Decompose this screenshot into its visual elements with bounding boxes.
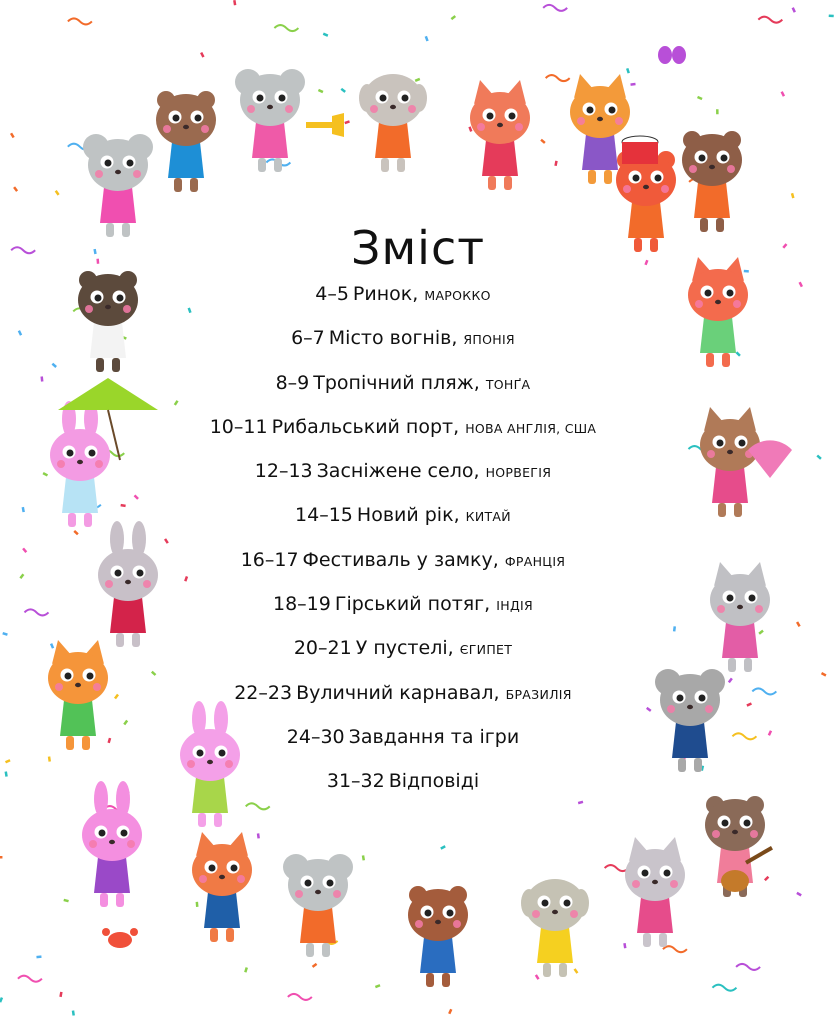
confetti-piece (554, 161, 557, 166)
toc-entry (0, 630, 806, 674)
confetti-piece (0, 997, 3, 1003)
cat-icon (192, 832, 252, 942)
contents-list (0, 276, 806, 808)
toc-entry (0, 365, 806, 409)
streamer (758, 17, 782, 23)
page-range: 31–32 (326, 770, 385, 793)
drum-icon (622, 136, 658, 164)
page-range: 14–15 (295, 504, 353, 527)
streamer (546, 75, 570, 81)
confetti-piece (72, 1010, 75, 1015)
section-title: У пустелі (355, 637, 448, 660)
separator: , (493, 681, 506, 704)
page-range: 10–11 (209, 415, 268, 438)
page-range: 16–17 (240, 548, 299, 571)
confetti-piece (440, 845, 446, 850)
page-title: Зміст (350, 220, 486, 275)
section-title: Місто вогнів (328, 327, 452, 350)
page-range: 6–7 (291, 327, 325, 350)
confetti-piece (821, 672, 827, 677)
dog-icon (359, 74, 427, 172)
separator: , (412, 283, 425, 305)
confetti-piece (781, 91, 785, 97)
country-label: БРАЗИЛІЯ (505, 686, 572, 702)
confetti-piece (233, 0, 236, 5)
confetti-piece (829, 14, 834, 17)
separator: , (453, 415, 466, 438)
confetti-piece (716, 109, 719, 114)
page-range: 12–13 (254, 460, 313, 483)
section-title: Фестиваль у замку (302, 548, 493, 571)
cat-icon (470, 80, 530, 190)
bear-icon (408, 886, 468, 987)
country-label: МАРОККО (424, 288, 491, 303)
streamer (736, 964, 760, 970)
confetti-piece (0, 856, 2, 859)
trumpet-icon (306, 113, 344, 137)
bear-icon (156, 91, 216, 192)
section-title: Засніжене село (316, 460, 474, 483)
confetti-piece (623, 943, 626, 948)
toc-entry (0, 586, 806, 630)
confetti-piece (425, 36, 429, 42)
separator: , (451, 327, 464, 350)
cat-icon (625, 837, 685, 947)
country-label: НОРВЕГІЯ (485, 465, 552, 481)
confetti-piece (535, 974, 540, 980)
streamer (18, 976, 42, 982)
confetti-piece (796, 892, 802, 897)
confetti-piece (344, 120, 350, 124)
confetti-piece (540, 139, 545, 144)
confetti-piece (312, 963, 318, 968)
section-title: Рибальський порт (271, 415, 454, 438)
separator: , (447, 637, 460, 660)
toc-entry (0, 320, 806, 364)
confetti-piece (468, 126, 472, 132)
toc-entry (0, 453, 806, 497)
confetti-piece (626, 68, 630, 74)
country-label: ІНДІЯ (496, 598, 533, 614)
country-label: ФРАНЦІЯ (504, 553, 566, 569)
section-title: Відповіді (388, 770, 480, 793)
confetti-piece (415, 78, 421, 82)
toc-entry (0, 497, 806, 541)
page-range: 18–19 (273, 593, 331, 616)
confetti-piece (36, 955, 41, 958)
dog-icon (521, 879, 589, 977)
page-range: 20–21 (293, 637, 352, 660)
separator: , (453, 504, 466, 527)
streamer (543, 5, 567, 11)
confetti-piece (448, 1009, 452, 1015)
confetti-piece (574, 968, 579, 974)
page-range: 24–30 (286, 725, 345, 748)
section-title: Завдання та ігри (348, 725, 520, 748)
country-label: ТОНҐА (485, 376, 531, 392)
section-title: Ринок (352, 283, 413, 305)
confetti-piece (63, 899, 68, 903)
confetti-piece (196, 902, 199, 907)
mouse-icon (283, 854, 353, 957)
toc-entry (0, 409, 806, 453)
page-range: 8–9 (275, 371, 310, 394)
page-range: 22–23 (234, 681, 293, 704)
toc-entry (0, 763, 806, 807)
separator: , (484, 593, 497, 616)
section-title: Тропічний пляж (313, 371, 474, 394)
confetti-piece (451, 15, 456, 20)
section-title: Гірський потяг (334, 593, 485, 616)
confetti-piece (257, 833, 260, 838)
confetti-piece (697, 96, 703, 100)
country-label: ЄГИПЕТ (459, 642, 513, 658)
confetti-piece (362, 855, 365, 860)
streamer (605, 865, 629, 871)
country-label: ЯПОНІЯ (463, 332, 515, 348)
confetti-piece (630, 83, 635, 86)
streamer (663, 946, 687, 952)
streamer (712, 985, 736, 991)
separator: , (492, 548, 505, 571)
section-title: Вуличний карнавал (296, 681, 494, 704)
page-range: 4–5 (315, 283, 349, 305)
toc-entry (0, 675, 806, 719)
confetti-piece (244, 967, 248, 973)
confetti-piece (55, 190, 60, 196)
toc-entry (0, 542, 806, 586)
streamer (68, 18, 92, 24)
section-title: Новий рік (356, 504, 454, 527)
streamer (288, 994, 312, 1000)
separator: , (473, 460, 486, 483)
confetti-piece (816, 455, 821, 460)
crab-icon (102, 928, 138, 948)
mouse-icon (235, 69, 305, 172)
toc-entry (0, 276, 806, 320)
country-label: КИТАЙ (465, 509, 511, 525)
streamer (274, 25, 298, 31)
confetti-piece (792, 7, 796, 13)
confetti-piece (200, 52, 204, 58)
confetti-piece (323, 33, 329, 37)
separator: , (473, 371, 486, 394)
confetti-piece (375, 984, 381, 988)
confetti-piece (340, 88, 345, 93)
toc-entry (0, 719, 806, 763)
butterfly-icon (658, 46, 686, 64)
confetti-piece (10, 133, 15, 139)
confetti-piece (764, 876, 769, 881)
confetti-piece (791, 193, 795, 198)
confetti-piece (59, 992, 62, 997)
country-label: НОВА АНГЛІЯ, США (465, 420, 597, 436)
confetti-piece (318, 89, 324, 93)
confetti-piece (13, 186, 18, 191)
